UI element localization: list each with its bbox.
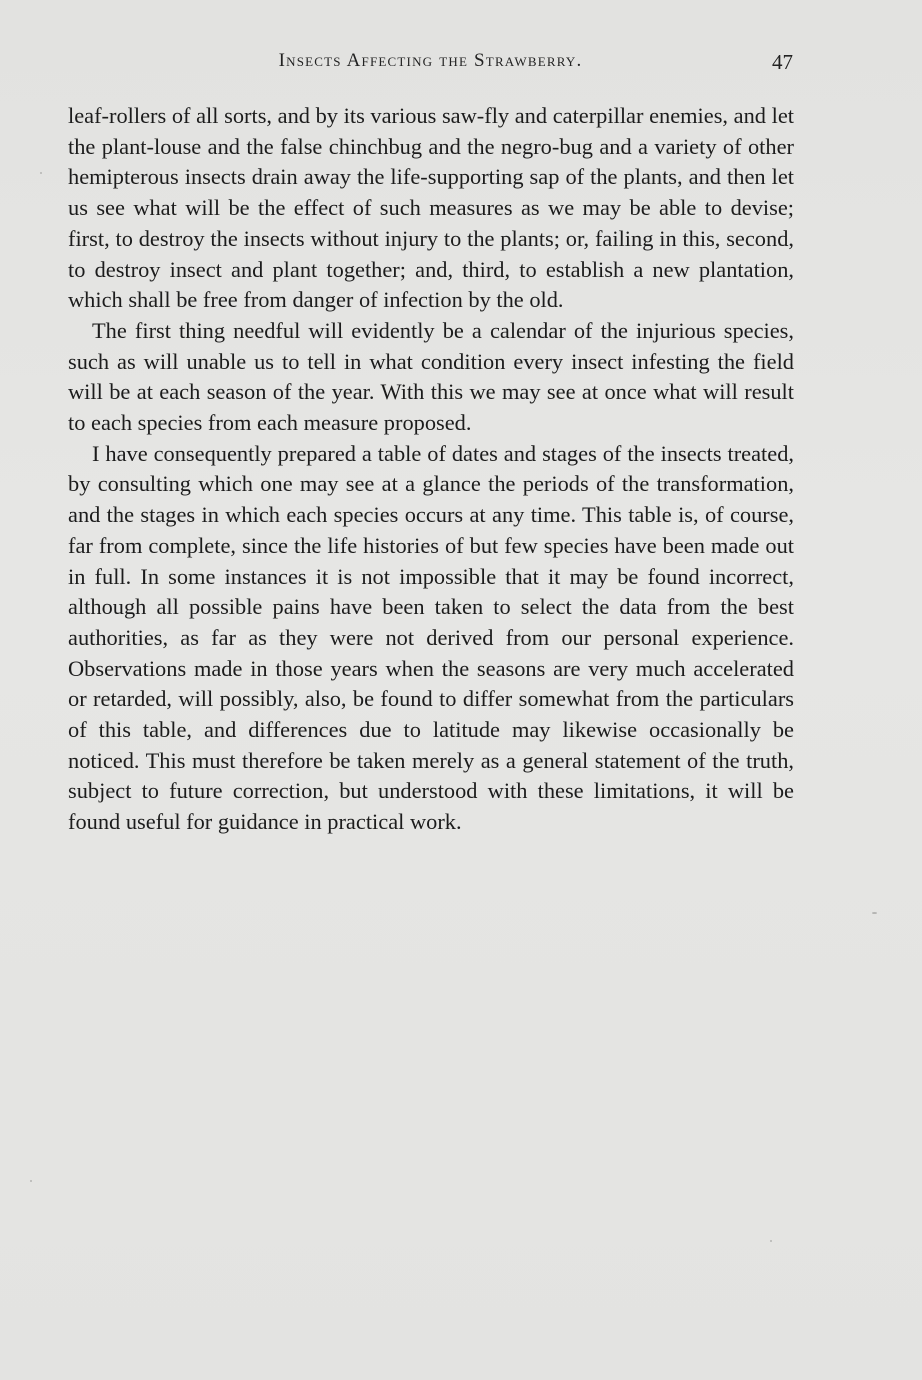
page-number: 47: [772, 50, 793, 74]
paper-speck: [770, 1240, 772, 1242]
paper-speck: [30, 1180, 32, 1182]
running-title: Insects Affecting the Strawberry.: [278, 50, 583, 71]
paper-speck: [40, 172, 42, 174]
paragraph-3: I have consequently prepared a table of dates and stages of the insects treated, by consulting which one may see at a glance the periods of the transformation, and the stages in which each species occurs at any time. This table is, of course, far from complete, since the life histories of but few species have been made out in full. In some instances it is not impossible that it may be found incorrect, although all possible pains have been taken to select the data from the best authorities, as far as they were not derived from our personal experience. Observations made in those years when the seasons are very much accelerated or retarded, will possibly, also, be found to differ somewhat from the particulars of this table, and differences due to latitude may likewise occasionally be noticed. This must therefore be taken merely as a general statement of the truth, subject to future correction, but understood with these limitations, it will be found useful for guidance in practical work.: [68, 440, 794, 835]
paragraph-1: leaf-rollers of all sorts, and by its various saw-fly and caterpillar enemies, and let the plant-louse and the false chinchbug and the negro-bug and a variety of other hemipterous insects drain away the life-supporting sap of the plants, and then let us see what will be the effect of such measures as we may be able to devise; first, to destroy the insects without injury to the plants; or, failing in this, second, to destroy insect and plant together; and, third, to establish a new plantation, which shall be free from danger of infection by the old.: [68, 103, 794, 313]
paper-speck: [872, 912, 877, 914]
running-head: [68, 50, 793, 74]
paragraph-2: The first thing needful will evidently be a calendar of the injurious species, such as will unable us to tell in what condition every insect infesting the field will be at each season of the year. With this we may see at once what will result to each species from each measure proposed.: [68, 317, 794, 436]
body-text: [68, 101, 794, 838]
